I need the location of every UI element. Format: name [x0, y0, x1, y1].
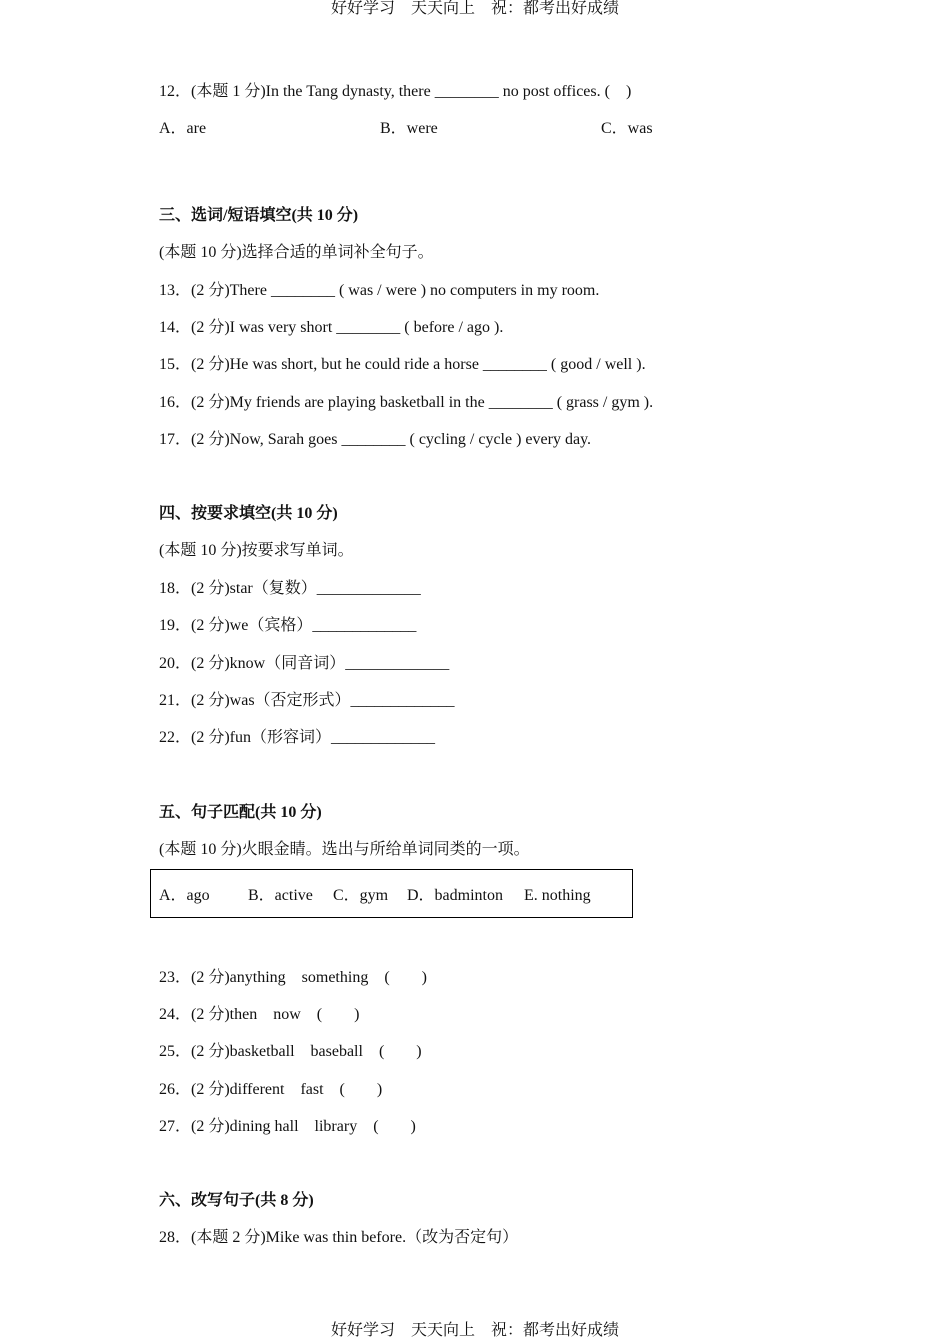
question-14: 14．(2 分)I was very short ________ ( before / ago ).: [159, 319, 504, 336]
section-3-title: 三、选词/短语填空(共 10 分): [159, 207, 359, 224]
question-25: 25．(2 分)basketball baseball ( ): [159, 1043, 422, 1060]
question-26: 26．(2 分)different fast ( ): [159, 1081, 383, 1098]
question-16: 16．(2 分)My friends are playing basketball in the ________ ( grass / gym ).: [159, 394, 654, 411]
section-3-instruction: (本题 10 分)选择合适的单词补全句子。: [159, 244, 434, 261]
question-17: 17．(2 分)Now, Sarah goes ________ ( cycling / cycle ) every day.: [159, 431, 592, 448]
question-24: 24．(2 分)then now ( ): [159, 1006, 360, 1023]
option-a: A．are: [159, 120, 207, 137]
word-bank-option-d: D．badminton: [407, 887, 503, 904]
question-21: 21．(2 分)was（否定形式）_____________: [159, 692, 455, 709]
question-28: 28．(本题 2 分)Mike was thin before.（改为否定句）: [159, 1229, 519, 1246]
word-bank-option-a: A．ago: [159, 887, 210, 904]
question-18: 18．(2 分)star（复数）_____________: [159, 580, 421, 597]
question-12: 12．(本题 1 分)In the Tang dynasty, there ________ no post offices. ( ): [159, 83, 632, 100]
page-header: 好好学习 天天向上 祝：都考出好成绩: [330, 0, 619, 17]
section-6-title: 六、改写句子(共 8 分): [159, 1192, 314, 1209]
section-4-instruction: (本题 10 分)按要求写单词。: [159, 542, 354, 559]
question-15: 15．(2 分)He was short, but he could ride a horse ________ ( good / well ).: [159, 356, 646, 373]
option-b: B．were: [380, 120, 438, 137]
word-bank-option-e: E. nothing: [524, 887, 591, 904]
question-13: 13．(2 分)There ________ ( was / were ) no computers in my room.: [159, 282, 600, 299]
section-5-title: 五、句子匹配(共 10 分): [159, 804, 322, 821]
question-23: 23．(2 分)anything something ( ): [159, 969, 427, 986]
section-5-instruction: (本题 10 分)火眼金睛。选出与所给单词同类的一项。: [159, 841, 530, 858]
question-27: 27．(2 分)dining hall library ( ): [159, 1118, 416, 1135]
section-4-title: 四、按要求填空(共 10 分): [159, 505, 338, 522]
page-footer: 好好学习 天天向上 祝：都考出好成绩: [330, 1322, 619, 1339]
word-bank-option-c: C．gym: [333, 887, 389, 904]
question-22: 22．(2 分)fun（形容词）_____________: [159, 729, 435, 746]
question-20: 20．(2 分)know（同音词）_____________: [159, 655, 450, 672]
question-19: 19．(2 分)we（宾格）_____________: [159, 617, 417, 634]
word-bank-option-b: B．active: [248, 887, 313, 904]
option-c: C．was: [601, 120, 653, 137]
